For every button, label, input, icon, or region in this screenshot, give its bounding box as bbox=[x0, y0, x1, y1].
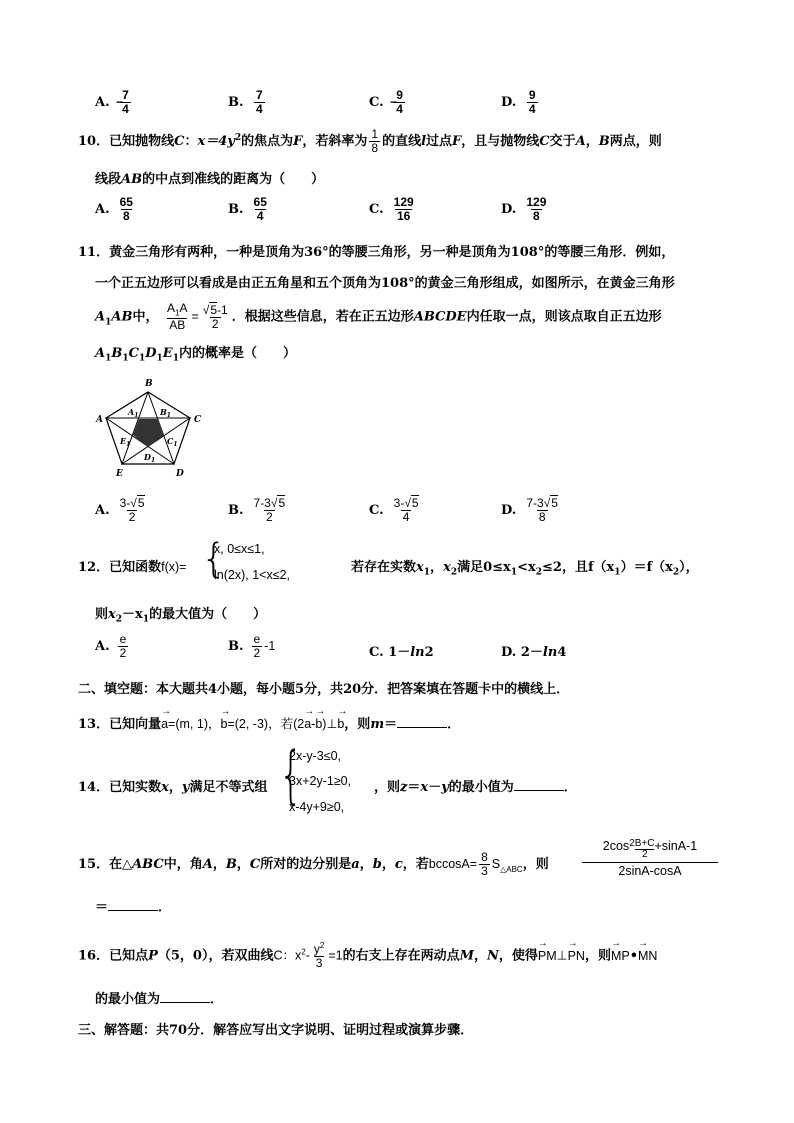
q14-stem: 14．已知实数x，y满足不等式组 bbox=[78, 780, 268, 795]
q10-option-d: D. $\frac{129}{8}$ bbox=[501, 195, 547, 224]
q9-option-c: C. − 9 4 bbox=[369, 88, 403, 117]
inner-pentagon bbox=[133, 419, 164, 447]
q15-stem: 15．在△ABC中，角A，B，C所对的边分别是a，b，c，若bccosA= $\frac{8}{3}$ $S_{\triangle ABC}$，则 bbox=[78, 850, 549, 879]
q12-case1: x, 0≤x≤1, bbox=[214, 542, 265, 556]
q12-option-c: C. 1－ln2 bbox=[369, 645, 434, 660]
answer-blank[interactable] bbox=[108, 900, 158, 911]
label-A: A bbox=[96, 415, 103, 425]
q10-option-b: B. $\frac{65}{4}$ bbox=[228, 195, 267, 224]
q15-answer-line: ＝ ． bbox=[95, 900, 172, 915]
section-3-heading: 三、解答题：共70分．解答应写出文字说明、证明过程或演算步骤． bbox=[78, 1023, 474, 1038]
q14-stem-tail: ，则z＝x－y的最小值为 ． bbox=[374, 780, 577, 795]
q14-ineq-3: x-4y+9≥0, bbox=[289, 800, 345, 814]
q9-option-d: D. $\frac{9}{4}$ bbox=[501, 88, 536, 117]
label-B1: $B_1$ bbox=[160, 407, 171, 419]
q12-case2: ln(2x), 1<x≤2, bbox=[214, 568, 290, 582]
q9-option-a: A. − 7 4 bbox=[95, 88, 129, 117]
q12-option-b: B. $\frac{e}{2}$ -1 bbox=[228, 632, 276, 661]
label-E: E bbox=[116, 469, 123, 479]
q14-brace: { bbox=[279, 738, 303, 811]
section-2-heading: 二、填空题：本大题共4小题，每小题5分，共20分．把答案填在答题卡中的横线上． bbox=[78, 682, 570, 697]
q12-option-a: A. $\frac{e}{2}$ bbox=[95, 632, 127, 661]
q11-option-c: C. $\frac{3-√5}{4}$ bbox=[369, 496, 419, 525]
q16-stem: 16．已知点P（5，0），若双曲线C：$x^2-$ $\frac{y^2}{3}$ =1的右支上存在两动点M，N，使得→ PM⊥→ PN，则→ MP•→ MN bbox=[78, 942, 657, 970]
label-B: B bbox=[145, 379, 153, 389]
label-A1: $A_1$ bbox=[128, 407, 139, 419]
q10-stem-line1: 10．已知抛物线C：$x=4y^2$的焦点为F，若斜率为 $\frac{1}{8}$ 的直线l过点F，且与抛物线C交于A，B两点，则 bbox=[78, 127, 662, 156]
q14-ineq-1: 2x-y-3≤0, bbox=[289, 749, 342, 763]
q10-option-c: C. $\frac{129}{16}$ bbox=[369, 195, 414, 224]
q12-stem-line1b: 若存在实数$x_1$，$x_2$满足$0\le x_1<x_2\le 2$，且$f(x_1)=f(x_2)$， bbox=[351, 560, 699, 578]
q11-stem-line3: $A_1AB$中， $\frac{A_1A}{AB}$ = $\frac{√5-1}{2}$ ．根据这些信息，若在正五边形ABCDE内任取一点，则该点取自正五边形 bbox=[95, 301, 662, 333]
q15-big-fraction: 2cos $\frac{2B+C}{2}$ +sinA-1 2sinA-cosA bbox=[582, 839, 718, 878]
q11-option-d: D. $\frac{7-3√5}{8}$ bbox=[501, 496, 558, 525]
q9-option-b: B. $\frac{7}{4}$ bbox=[228, 88, 263, 117]
q11-stem-line2: 一个正五边形可以看成是由正五角星和五个顶角为108°的黄金三角形组成，如图所示，在黄金三角形 bbox=[95, 276, 675, 291]
q13-stem: 13．已知向量→ a=(m, 1)，→ b=(2, -3)，若(2→ a-→ b)⊥→ b，则m＝ ． bbox=[78, 713, 460, 732]
q10-stem-line2: 线段AB的中点到准线的距离为（ ） bbox=[95, 172, 325, 187]
q11-option-a: A. $\frac{3-√5}{2}$ bbox=[95, 496, 145, 525]
q10-option-a: A. $\frac{65}{8}$ bbox=[95, 195, 133, 224]
answer-blank[interactable] bbox=[514, 780, 564, 791]
q11-stem-line4: $A_1B_1C_1D_1E_1$内的概率是（ ） bbox=[95, 346, 296, 364]
label-C: C bbox=[194, 415, 202, 425]
q12-stem-line1: 12．已知函数f(x)= bbox=[78, 560, 187, 575]
q16-answer-line: 的最小值为 ． bbox=[95, 992, 224, 1007]
q12-brace: { bbox=[201, 536, 227, 582]
answer-blank[interactable] bbox=[397, 717, 447, 728]
q12-stem-line2: 则$x_2-x_1$的最大值为（ ） bbox=[95, 607, 267, 625]
q14-ineq-2: 3x+2y-1≥0, bbox=[289, 774, 352, 788]
label-C1: $C_1$ bbox=[167, 436, 178, 448]
pentagon-star-figure bbox=[94, 374, 214, 486]
label-D: D bbox=[176, 469, 184, 479]
q11-stem-line1: 11．黄金三角形有两种，一种是顶角为36°的等腰三角形，另一种是顶角为108°的等腰三角形．例如， bbox=[78, 245, 675, 260]
label-E1: $E_1$ bbox=[120, 436, 131, 448]
label-D1: $D_1$ bbox=[144, 452, 156, 464]
q12-option-d: D. 2－ln4 bbox=[501, 645, 567, 660]
answer-blank[interactable] bbox=[160, 992, 210, 1003]
q11-option-b: B. $\frac{7-3√5}{2}$ bbox=[228, 496, 286, 525]
